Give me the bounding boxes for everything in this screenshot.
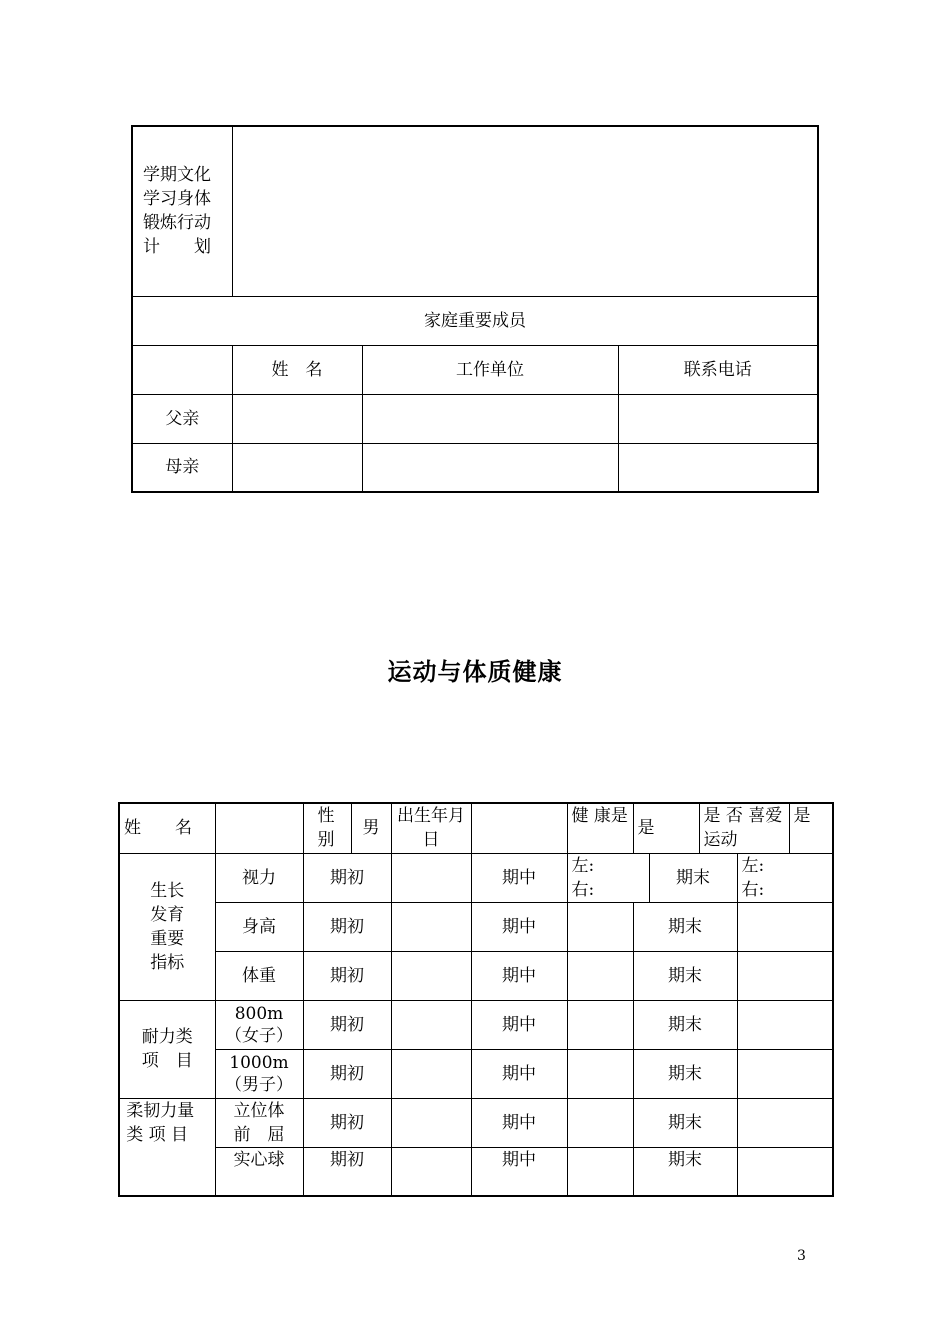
relation-mother: 母亲 bbox=[132, 443, 232, 492]
weight-start-cell[interactable] bbox=[391, 951, 471, 1000]
plan-label-line: 锻炼行动 bbox=[143, 213, 211, 234]
father-workplace-cell[interactable] bbox=[362, 394, 618, 443]
col-header-phone: 联系电话 bbox=[618, 345, 818, 394]
item-height: 身高 bbox=[215, 902, 303, 951]
period-start: 期初 bbox=[303, 951, 391, 1000]
run800-mid-cell[interactable] bbox=[567, 1000, 633, 1049]
plan-label-line: 学习身体 bbox=[143, 189, 211, 210]
name-value-cell[interactable] bbox=[215, 803, 303, 853]
vision-end-cell[interactable] bbox=[737, 853, 833, 902]
sitreach-mid-cell[interactable] bbox=[567, 1098, 633, 1147]
vision-mid-cell[interactable] bbox=[567, 853, 649, 902]
period-end: 期末 bbox=[633, 1000, 737, 1049]
father-name-cell[interactable] bbox=[232, 394, 362, 443]
vision-right-label: 右: bbox=[571, 879, 595, 900]
period-start: 期初 bbox=[303, 1147, 391, 1196]
group-endurance bbox=[119, 1000, 215, 1098]
plan-label-cell bbox=[132, 126, 232, 296]
period-start: 期初 bbox=[303, 902, 391, 951]
item-vision: 视力 bbox=[215, 853, 303, 902]
item-sitreach bbox=[215, 1098, 303, 1147]
blank-header-cell bbox=[132, 345, 232, 394]
height-end-cell[interactable] bbox=[737, 902, 833, 951]
period-mid: 期中 bbox=[471, 902, 567, 951]
medball-mid-cell[interactable] bbox=[567, 1147, 633, 1196]
sport-value: 是 bbox=[789, 803, 833, 853]
period-end: 期末 bbox=[633, 902, 737, 951]
birth-label: 出生年月日 bbox=[391, 803, 471, 853]
mother-workplace-cell[interactable] bbox=[362, 443, 618, 492]
period-end: 期末 bbox=[633, 1098, 737, 1147]
period-start: 期初 bbox=[303, 1049, 391, 1098]
period-mid: 期中 bbox=[471, 1098, 567, 1147]
relation-father: 父亲 bbox=[132, 394, 232, 443]
vision-right-label: 右: bbox=[741, 879, 765, 900]
birth-value-cell[interactable] bbox=[471, 803, 567, 853]
col-header-name: 姓 名 bbox=[232, 345, 362, 394]
family-header: 家庭重要成员 bbox=[132, 296, 818, 345]
period-start: 期初 bbox=[303, 853, 391, 902]
run1000-end-cell[interactable] bbox=[737, 1049, 833, 1098]
period-start: 期初 bbox=[303, 1098, 391, 1147]
plan-label-line: 学期文化 bbox=[143, 165, 211, 186]
item-medball: 实心球 bbox=[215, 1147, 303, 1196]
table-row bbox=[132, 394, 818, 443]
item-run800 bbox=[215, 1000, 303, 1049]
period-mid: 期中 bbox=[471, 1049, 567, 1098]
health-label: 健 康是 bbox=[567, 803, 633, 853]
page-number: 3 bbox=[797, 1248, 806, 1264]
vision-left-label: 左: bbox=[571, 855, 595, 876]
period-end: 期末 bbox=[633, 1147, 737, 1196]
name-label: 姓 名 bbox=[119, 803, 215, 853]
col-header-workplace: 工作单位 bbox=[362, 345, 618, 394]
group-flex-label: 柔韧力量类 项 目 bbox=[126, 1100, 195, 1145]
sitreach-end-cell[interactable] bbox=[737, 1098, 833, 1147]
medball-end-cell[interactable] bbox=[737, 1147, 833, 1196]
family-plan-table bbox=[131, 125, 819, 493]
vision-start-cell[interactable] bbox=[391, 853, 471, 902]
mother-name-cell[interactable] bbox=[232, 443, 362, 492]
item-sitreach-label: 立位体前 屈 bbox=[233, 1100, 285, 1145]
item-run800-label: 800m（女子） bbox=[225, 1003, 293, 1046]
run800-end-cell[interactable] bbox=[737, 1000, 833, 1049]
group-endurance-label: 耐力类项 目 bbox=[141, 1027, 193, 1071]
item-run1000 bbox=[215, 1049, 303, 1098]
period-mid: 期中 bbox=[471, 1147, 567, 1196]
section-title: 运动与体质健康 bbox=[387, 658, 563, 686]
period-end: 期末 bbox=[633, 1049, 737, 1098]
health-table bbox=[118, 802, 834, 1197]
group-growth bbox=[119, 853, 215, 1000]
run1000-mid-cell[interactable] bbox=[567, 1049, 633, 1098]
period-mid: 期中 bbox=[471, 1000, 567, 1049]
group-flex bbox=[119, 1098, 215, 1196]
period-start: 期初 bbox=[303, 1000, 391, 1049]
plan-label-line: 计 划 bbox=[143, 237, 211, 258]
run800-start-cell[interactable] bbox=[391, 1000, 471, 1049]
vision-left-label: 左: bbox=[741, 855, 765, 876]
father-phone-cell[interactable] bbox=[618, 394, 818, 443]
table-row bbox=[132, 443, 818, 492]
period-end: 期末 bbox=[633, 951, 737, 1000]
plan-content-cell[interactable] bbox=[232, 126, 818, 296]
sitreach-start-cell[interactable] bbox=[391, 1098, 471, 1147]
medball-start-cell[interactable] bbox=[391, 1147, 471, 1196]
period-mid: 期中 bbox=[471, 853, 567, 902]
gender-label: 性别 bbox=[303, 803, 351, 853]
health-value: 是 bbox=[633, 803, 699, 853]
gender-value: 男 bbox=[351, 803, 391, 853]
item-weight: 体重 bbox=[215, 951, 303, 1000]
item-run1000-label: 1000m（男子） bbox=[225, 1052, 293, 1095]
sport-label: 是 否 喜爱 运动 bbox=[699, 803, 789, 853]
height-mid-cell[interactable] bbox=[567, 902, 633, 951]
period-mid: 期中 bbox=[471, 951, 567, 1000]
mother-phone-cell[interactable] bbox=[618, 443, 818, 492]
run1000-start-cell[interactable] bbox=[391, 1049, 471, 1098]
period-end: 期末 bbox=[649, 853, 737, 902]
height-start-cell[interactable] bbox=[391, 902, 471, 951]
weight-end-cell[interactable] bbox=[737, 951, 833, 1000]
group-growth-label: 生长发育重要指标 bbox=[150, 880, 185, 973]
weight-mid-cell[interactable] bbox=[567, 951, 633, 1000]
